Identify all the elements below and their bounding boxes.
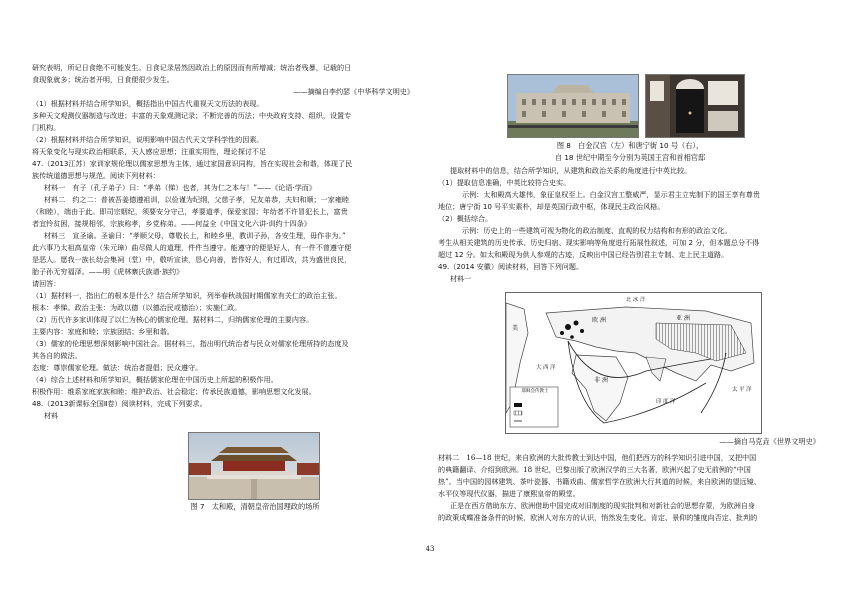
question-line: （2）历代许多家训体现了以仁为核心的儒家伦理。据材料二，归纳儒家伦理的主要内容。 [32,315,314,324]
material-line: 此六事乃太祖高皇帝（朱元璋）曲尽做人的道理，件件当遵守。能遵守的便是好人，有一件不曾遵守便 [32,243,352,252]
figure7-caption: 图 7 太和殿，清朝皇帝治国理政的场所 [190,502,320,511]
question-heading: 47.（2013江苏）家训家规伦理以儒家思想为主体，通过家国意识同构，旨在实现社会和谐，体现了民 [32,159,353,168]
downing-street-illustration [646,75,744,137]
material-line: 材料三 宣圣谕。圣谕曰：“孝顺父母，尊敬长上，和睦乡里，教训子孙，各安生理，毋作非为。” [44,231,346,240]
material-label: 材料 [44,411,59,420]
material-line: 热”。当中国的园林建筑、茶叶瓷器、书籍戏曲、儒家哲学在欧洲大行其道的时候，来自欧洲的望远镜、 [438,477,761,486]
question-heading: 48.（2013新课标全国Ⅱ卷）阅读材料，完成下列要求。 [32,399,207,408]
answer-line: 根本：孝悌。政治主张：为政以德（以德治民或德治）；实施仁政。 [32,303,242,312]
map-label-indian-1: 印 [656,399,662,405]
answer-line: 地位；唐宁街 10 号平实素朴，却是英国行政中枢，体现民主政治风格。 [438,202,665,211]
map-label-atlantic-3: 洋 [550,365,556,371]
material-line: （和睦），端由于此。即司宗姻纪，须要安分守己，孝要道孝，保爱家园；年幼者不许冒犯长上，富贵 [32,207,348,216]
map-label-asia-1: 亚 [676,315,683,322]
question-line: （2）根据材料并结合所学知识，说明影响中国古代天文学科学性的因素。 [32,135,264,144]
material-two-block [438,452,833,524]
material-line: 材料二 16—18 世纪，来自欧洲的大批传教士到达中国，他们把西方的科学知识引进中国，又把中国 [438,453,757,462]
map-label-africa-1: 非 [594,377,601,384]
left-column [32,62,422,422]
answer-line: （1）提取信息准确，中英比较符合史实。 [438,178,571,187]
material-line: 水平仪等现代仪器，描进了康熙皇帝的殿堂。 [438,489,580,498]
right-text-block [438,165,833,285]
downing-street-photo [645,74,745,138]
material-line: 是恶人。愿我一族长幼会集祠（堂）中，敬听宣读，恳心向善，皆作好人，有过即改，共为盛世良民， [32,255,352,264]
map-label-africa-2: 洲 [602,377,609,384]
text-line: 研究表明，所记日食绝不可能发生。日食记录居然因政治上的原因而有所增减；统治者残暴，记载的日 [32,63,352,72]
figure8-caption-line1: 图 8 白金汉宫（左）和唐宁街 10 号（右）， [556,141,704,150]
jesuit-missions-map [505,292,762,434]
map-label-pacific-1: 太 [732,387,738,393]
text-line: 族传统道德思想与规范。阅读下列材料： [32,171,160,180]
map-label-arctic-2: 冰 [633,297,639,303]
map-source-citation: ——摘自马克垚《世界文明史》 [719,437,820,446]
question-line: （1）根据材料并结合所学知识，概括指出中国古代重视天文历法的表现。 [32,99,264,108]
map-label-indian-2: 度 [663,399,669,405]
question-line: （1）据材料一，指出仁的根本是什么？结合所学知识，列举春秋战国时期儒家有关仁的政治主张。 [32,291,342,300]
map-label-europe-2: 洲 [600,317,607,324]
question-line: （4）综合上述材料和所学知识，概括儒家伦理在中国历史上所起的积极作用。 [32,375,278,384]
material-line: 材料二 约之二：普被吾姜德遵祖训，以俭谨为纪纲，父慈子孝，兄友弟恭，夫妇和顺；一家雍睦 [44,195,350,204]
source-citation: ——摘编自李约瑟《中华科学文明史》 [293,87,414,96]
map-label-america: 美 [512,325,519,332]
material-line: 者宜怜贫困，接规相邻，宗族称孝，乡党称弟。——何益全《中国文化六讲·训约十四条》 [32,219,311,228]
map-label-asia-2: 洲 [684,315,691,322]
map-label-pacific-2: 平 [739,387,745,393]
answer-line: 示例：历史上的一些建筑可视为物化的政治制度、直观的权力结构和有形的政治文化。 [462,226,732,235]
buckingham-palace-photo [507,74,639,138]
material-line: 的典籍翻译、介绍到欧洲。18 世纪，巴黎出版了欧洲汉学的三大名著，欧洲兴起了史无前例的“中国 [438,465,751,474]
answer-line: 考生从相关建筑的历史传承、历史归宿、现实影响等角度进行拓展性叙述，可加 2 分，但本题总分不得 [438,238,760,247]
page-number: 43 [425,545,435,553]
material-label: 材料一 [450,274,472,283]
buckingham-illustration [508,75,638,137]
text-line: 食现象就多；统治者开明，日食便很少发生。 [32,75,174,84]
text-line: 提取材料中的信息，结合所学知识，从建筑和政治关系的角度进行中英比较。 [450,166,692,175]
answer-line: 将天象变化与现实政治相联系，天人感应思想；注重实用性，理论探讨不足 [32,147,267,156]
figure8-caption-line2: 自 18 世纪中期至今分别为英国王宫和首相官邸 [554,153,706,162]
taihedian-illustration [189,433,319,499]
answer-line: 超过 12 分。如太和殿现为供人参观的古迹，反映出中国已经告别君主专制、走上民主道路。 [438,250,729,259]
answer-line: 示例：太和殿高大雄伟，象征皇权至上。白金汉宫工整威严，显示君主立宪制下的国王享有尊贵 [462,190,760,199]
map-label-indian-3: 洋 [670,399,676,405]
taihedian-photo [188,432,320,500]
answer-line: 态度：尊崇儒家伦理。做法：统治者提倡；民众遵守。 [32,363,203,372]
map-legend-title: 耶稣会传教士 [521,389,549,394]
question-line: （3）儒家的伦理思想深刻影响中国社会。据材料三，指出明代统治者与民众对儒家伦理所持的态度及 [32,339,349,348]
map-label-atlantic-1: 大 [536,365,542,371]
question-line: 其各自的做法。 [32,351,82,360]
map-label-arctic-3: 洋 [640,297,646,303]
answer-line: 多种天文观测仪器制造与改进；丰富的天象观测记录；不断完善的历法；中央政府支持、组织，设置专 [32,111,352,120]
question-heading: 49.（2014 安徽）阅读材料，回答下列问题。 [438,262,584,271]
answer-line: （2）概括综合。 [438,214,493,223]
map-label-europe-1: 欧 [592,317,599,324]
answer-line: 积极作用：维系家庭家族和睦；维护政治、社会稳定；传承民族道德，影响思想文化发展。 [32,387,316,396]
answer-line: 门机构。 [32,123,61,132]
material-line: 胎子孙无穷福泽。——明《虎林寨氏族谱·族约》 [32,267,184,276]
map-label-arctic-1: 北 [626,297,632,303]
map-label-pacific-3: 洋 [746,387,752,393]
answer-line: 主要内容：家庭和睦；宗族团结；乡里和谐。 [32,327,174,336]
text-line: 请回答： [32,279,61,288]
material-line: 材料一 有子（孔子弟子）曰：“孝弟（悌）也者，其为仁之本与！”——《论语·学而》 [44,183,316,192]
material-line: 正是在西方借助东方、欧洲借助中国完成对旧制度的现实批判和对新社会的思想存蒙，为欧洲自身 [450,501,756,510]
map-label-atlantic-2: 西 [543,365,549,371]
material-line: 的政策成蝶准备条件的时候，欧洲人对东方的认识，悄然发生变化。肯定、景仰的雏度向否定、批判的 [438,513,758,522]
